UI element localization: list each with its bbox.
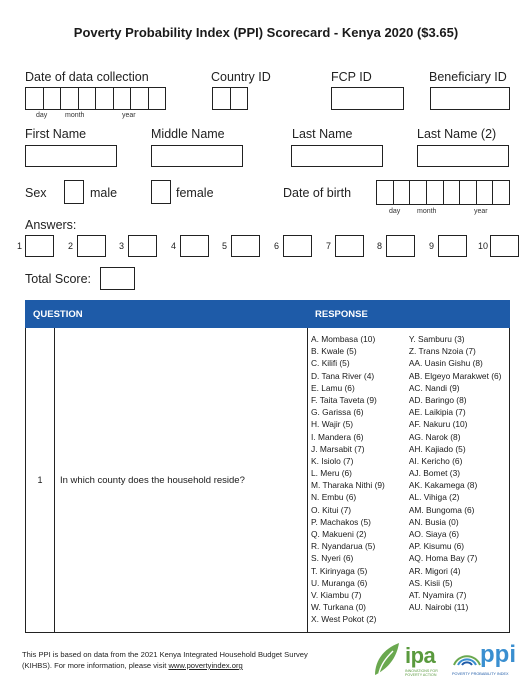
ipa-logo-text: ipa (405, 643, 436, 668)
date-collection-day: day (36, 112, 48, 119)
response-option: N. Embu (6) (311, 492, 357, 503)
ppi-logo-text: ppi (480, 641, 516, 668)
country-id-label: Country ID (211, 70, 271, 84)
footer-text (22, 649, 308, 671)
response-option: AD. Baringo (8) (408, 394, 467, 405)
answer-7-input[interactable] (335, 235, 364, 257)
response-option: K. Isiolo (7) (311, 455, 354, 466)
last-name-2-input[interactable] (417, 145, 509, 167)
response-option: AJ. Bomet (3) (408, 468, 461, 479)
page-title: Poverty Probability Index (PPI) Scorecard - Kenya 2020 ($3.65) (73, 25, 459, 40)
answer-number: 10 (478, 241, 489, 251)
total-score-input[interactable] (100, 267, 135, 290)
response-option: AP. Kisumu (6) (408, 541, 465, 552)
question-header: QUESTION (26, 301, 308, 328)
ipa-logo-subtext: INNOVATIONS FOR POVERTY ACTION (405, 669, 438, 677)
answer-4-input[interactable] (180, 235, 209, 257)
answer-5-input[interactable] (231, 235, 260, 257)
response-option: AU. Nairobi (11) (408, 602, 469, 613)
female-checkbox[interactable] (151, 180, 171, 204)
first-name-input[interactable] (25, 145, 117, 167)
response-option: X. West Pokot (2) (311, 614, 377, 625)
response-header: RESPONSE (308, 301, 510, 328)
response-option: AH. Kajiado (5) (408, 443, 466, 454)
answer-number: 8 (377, 241, 383, 251)
date-of-birth-label: Date of birth (283, 186, 352, 200)
ipa-leaf-icon (371, 641, 405, 677)
dob-year: year (474, 208, 488, 215)
response-option: AO. Siaya (6) (408, 529, 460, 539)
last-name-input[interactable] (291, 145, 383, 167)
answer-number: 3 (119, 241, 125, 251)
response-option: AA. Uasin Gishu (8) (408, 358, 483, 369)
response-option: B. Kwale (5) (311, 346, 357, 357)
first-name-label: First Name (25, 127, 87, 141)
response-option: E. Lamu (6) (311, 382, 355, 393)
beneficiary-id-input[interactable] (430, 87, 510, 110)
male-checkbox[interactable] (64, 180, 84, 204)
dob-month: month (417, 208, 437, 215)
date-collection-label: Date of data collection (25, 70, 149, 84)
last-name-label: Last Name (292, 127, 353, 141)
response-option: G. Garissa (6) (311, 407, 364, 418)
sex-label: Sex (25, 186, 47, 200)
response-option: T. Kirinyaga (5) (311, 565, 368, 576)
last-name-2-label: Last Name (2) (417, 127, 497, 141)
response-option: Q. Makueni (2) (311, 529, 367, 539)
response-option: L. Meru (6) (311, 468, 352, 479)
question-number: 1 (26, 328, 55, 633)
table-header-row (26, 301, 510, 328)
footer-line-2-text: (KIHBS). For more information, please visit (22, 661, 169, 670)
response-option: Z. Trans Nzoia (7) (408, 346, 476, 357)
ppi-logo (452, 641, 522, 681)
total-score-label: Total Score: (25, 272, 92, 286)
answer-number: 5 (222, 241, 228, 251)
response-option: AI. Kericho (6) (408, 455, 463, 466)
response-option: M. Tharaka Nithi (9) (311, 480, 385, 491)
answer-number: 6 (274, 241, 280, 251)
middle-name-input[interactable] (151, 145, 243, 167)
response-option: AF. Nakuru (10) (408, 419, 468, 430)
answer-8-input[interactable] (386, 235, 415, 257)
beneficiary-id-label: Beneficiary ID (429, 70, 507, 84)
ppi-arc-icon (452, 645, 482, 667)
response-option: AM. Bungoma (6) (408, 504, 475, 515)
fcp-id-input[interactable] (331, 87, 404, 110)
response-option: AG. Narok (8) (408, 431, 461, 442)
response-option: V. Kiambu (7) (311, 589, 362, 600)
response-option: F. Taita Taveta (9) (311, 394, 377, 405)
answer-number: 9 (429, 241, 435, 251)
answer-1-input[interactable] (25, 235, 54, 257)
female-label: female (176, 186, 214, 200)
response-option: H. Wajir (5) (311, 419, 354, 430)
response-option: R. Nyandarua (5) (311, 541, 376, 552)
response-option: AQ. Homa Bay (7) (408, 553, 478, 564)
response-option: AC. Nandi (9) (408, 382, 460, 393)
answer-number: 2 (68, 241, 74, 251)
response-option: S. Nyeri (6) (311, 553, 354, 564)
dob-day: day (389, 208, 401, 215)
answer-number: 1 (17, 241, 23, 251)
country-id-input[interactable] (212, 87, 248, 110)
response-cell (308, 328, 510, 633)
table-row (26, 328, 510, 633)
response-option: A. Mombasa (10) (311, 334, 376, 344)
ppi-logo-subtext: POVERTY PROBABILITY INDEX (452, 672, 509, 676)
response-column-1 (311, 333, 407, 632)
middle-name-label: Middle Name (151, 127, 225, 141)
response-option: U. Muranga (6) (311, 577, 368, 588)
answer-2-input[interactable] (77, 235, 106, 257)
date-collection-input[interactable] (25, 87, 166, 110)
answers-label: Answers: (25, 218, 77, 232)
response-option: C. Kilifi (5) (311, 358, 350, 369)
answer-number: 7 (326, 241, 332, 251)
date-of-birth-input[interactable] (376, 180, 510, 205)
ipa-logo (371, 641, 443, 681)
response-option: Y. Samburu (3) (408, 334, 465, 344)
answer-9-input[interactable] (438, 235, 467, 257)
footer-link[interactable]: www.povertyindex.org (168, 661, 243, 670)
fcp-id-label: FCP ID (331, 70, 372, 84)
response-option: AR. Migori (4) (408, 565, 461, 576)
date-collection-year: year (122, 112, 136, 119)
answer-3-input[interactable] (128, 235, 157, 257)
response-option: I. Mandera (6) (311, 431, 364, 442)
answer-6-input[interactable] (283, 235, 312, 257)
question-table (25, 300, 510, 633)
response-option: J. Marsabit (7) (311, 443, 365, 454)
response-option: AL. Vihiga (2) (408, 492, 460, 503)
date-collection-month: month (65, 112, 85, 119)
response-option: AS. Kisii (5) (408, 577, 453, 588)
response-option: D. Tana River (4) (311, 370, 375, 381)
response-option: AE. Laikipia (7) (408, 407, 466, 418)
footer-line-1: This PPI is based on data from the 2021 Kenya Integrated Household Budget Survey (22, 650, 308, 659)
response-option: O. Kitui (7) (311, 504, 352, 515)
response-option: P. Machakos (5) (311, 516, 371, 527)
response-option: AT. Nyamira (7) (408, 589, 467, 600)
response-option: AN. Busia (0) (408, 516, 459, 527)
response-option: AB. Elgeyo Marakwet (6) (408, 370, 502, 381)
footer-line-2 (22, 660, 308, 671)
question-text: In which county does the household reside? (55, 328, 308, 633)
response-column-2 (409, 333, 509, 632)
response-option: AK. Kakamega (8) (408, 480, 478, 491)
male-label: male (90, 186, 118, 200)
response-option: W. Turkana (0) (311, 602, 366, 613)
answer-number: 4 (171, 241, 177, 251)
answer-10-input[interactable] (490, 235, 519, 257)
